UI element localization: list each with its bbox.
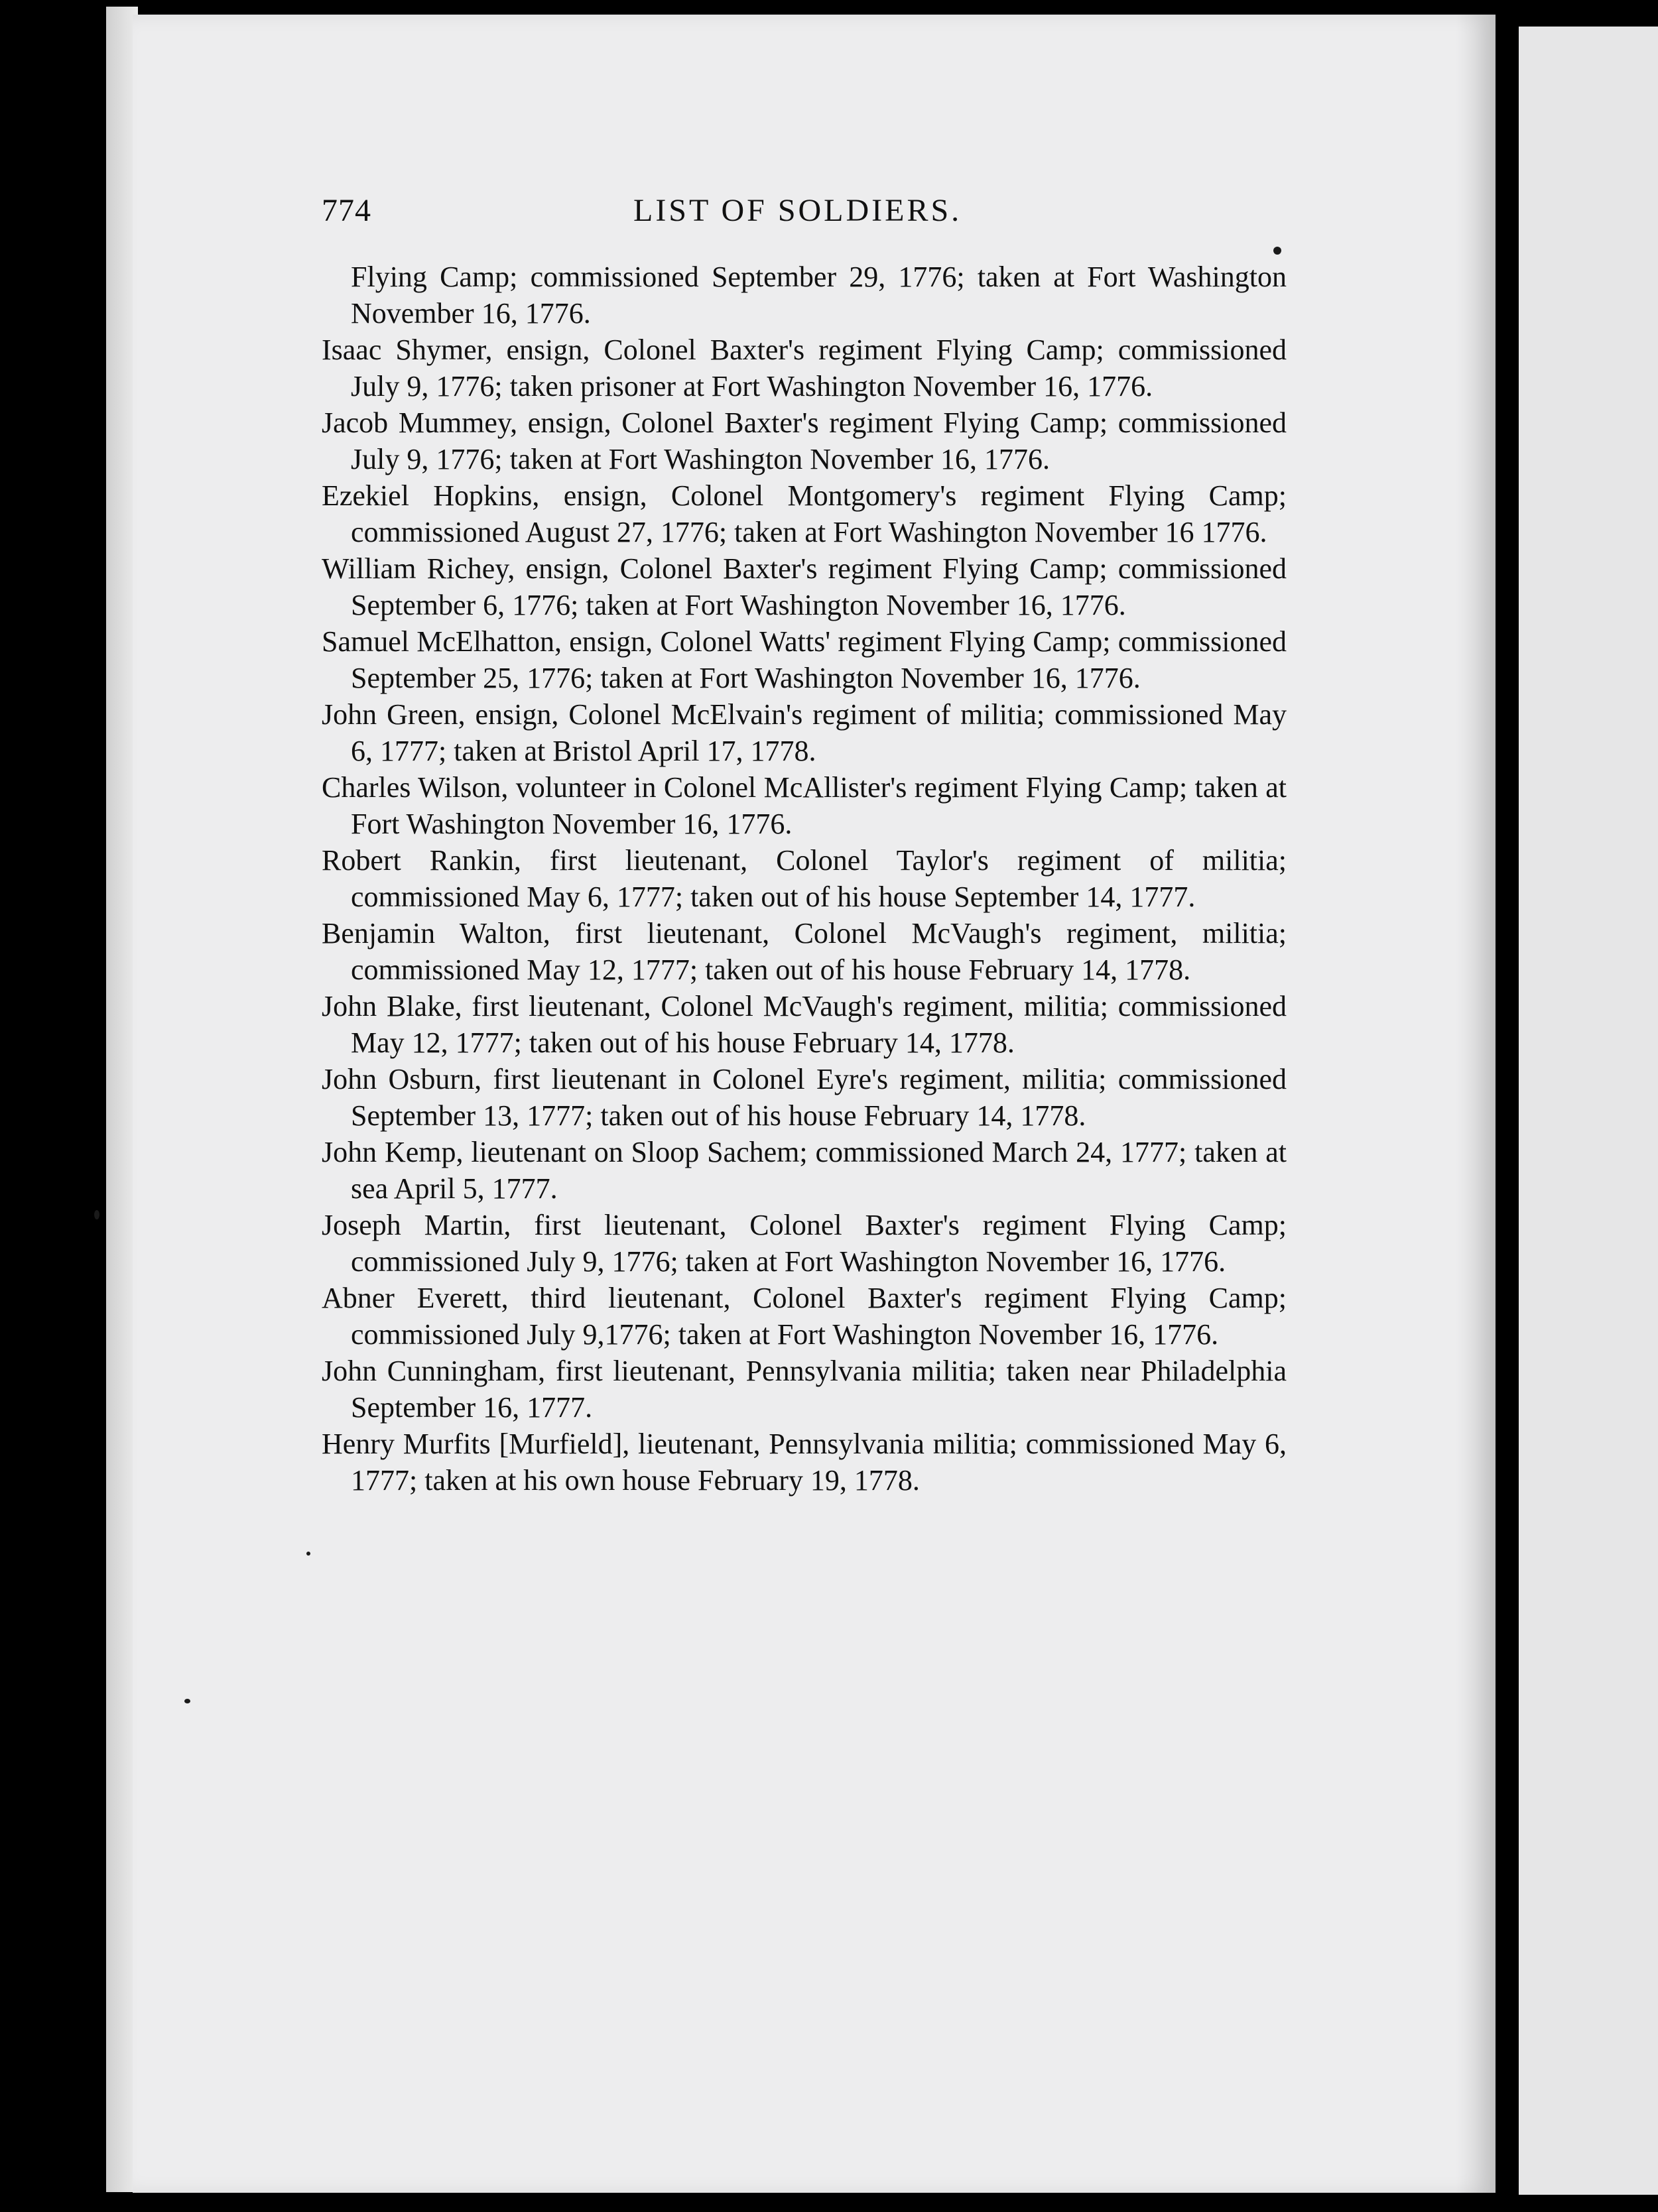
- list-entry: Flying Camp; commissioned September 29, 1776; taken at Fort Washington November 16, 1776.: [351, 261, 1287, 330]
- list-entry: Abner Everett, third lieutenant, Colonel Baxter's regiment Flying Camp; commissioned July 9,1776; taken at Fort Washington November 16, 1776.: [322, 1282, 1287, 1351]
- list-entry: Charles Wilson, volunteer in Colonel McAllister's regiment Flying Camp; taken at Fort Washington November 16, 1776.: [322, 771, 1287, 840]
- soldier-list: [322, 259, 1287, 1499]
- list-entry: John Osburn, first lieutenant in Colonel Eyre's regiment, militia; commissioned September 13, 1777; taken out of his house February 14, 1778.: [322, 1063, 1287, 1132]
- list-entry: John Cunningham, first lieutenant, Pennsylvania militia; taken near Philadelphia September 16, 1777.: [322, 1355, 1287, 1424]
- page-number: 774: [322, 193, 371, 228]
- list-entry: Robert Rankin, first lieutenant, Colonel Taylor's regiment of militia; commissioned May 6, 1777; taken out of his house September 14, 1777.: [322, 844, 1287, 913]
- page-gutter-shadow: [1456, 15, 1496, 2193]
- list-entry: John Kemp, lieutenant on Sloop Sachem; commissioned March 24, 1777; taken at sea April 5, 1777.: [322, 1136, 1287, 1205]
- list-entry: Isaac Shymer, ensign, Colonel Baxter's regiment Flying Camp; commissioned July 9, 1776; taken prisoner at Fort Washington November 16, 1776.: [322, 334, 1287, 402]
- list-entry: William Richey, ensign, Colonel Baxter's regiment Flying Camp; commissioned September 6, 1776; taken at Fort Washington November 16, 1776.: [322, 552, 1287, 621]
- adjacent-page-edge: [1519, 27, 1658, 2195]
- list-entry: Henry Murfits [Murfield], lieutenant, Pennsylvania militia; commissioned May 6, 1777; taken at his own house February 19, 1778.: [322, 1428, 1287, 1497]
- list-entry: John Green, ensign, Colonel McElvain's regiment of militia; commissioned May 6, 1777; taken at Bristol April 17, 1778.: [322, 698, 1287, 767]
- ink-speck: [94, 1210, 99, 1219]
- ink-speck: [1273, 247, 1281, 255]
- ink-speck: [184, 1699, 190, 1703]
- list-entry: Jacob Mummey, ensign, Colonel Baxter's regiment Flying Camp; commissioned July 9, 1776; taken at Fort Washington November 16, 1776.: [322, 406, 1287, 475]
- list-entry: Benjamin Walton, first lieutenant, Colonel McVaugh's regiment, militia; commissioned May 12, 1777; taken out of his house February 14, 1778.: [322, 917, 1287, 986]
- ink-speck: [306, 1552, 310, 1556]
- list-entry: Ezekiel Hopkins, ensign, Colonel Montgomery's regiment Flying Camp; commissioned August 27, 1776; taken at Fort Washington November 16 1776.: [322, 479, 1287, 548]
- running-head: LIST OF SOLDIERS.: [633, 193, 962, 228]
- list-entry: Joseph Martin, first lieutenant, Colonel Baxter's regiment Flying Camp; commissioned July 9, 1776; taken at Fort Washington November 16, 1776.: [322, 1209, 1287, 1278]
- list-entry: John Blake, first lieutenant, Colonel McVaugh's regiment, militia; commissioned May 12, 1777; taken out of his house February 14, 1778.: [322, 990, 1287, 1059]
- list-entry: Samuel McElhatton, ensign, Colonel Watts' regiment Flying Camp; commissioned September 25, 1776; taken at Fort Washington November 16, 1776.: [322, 625, 1287, 694]
